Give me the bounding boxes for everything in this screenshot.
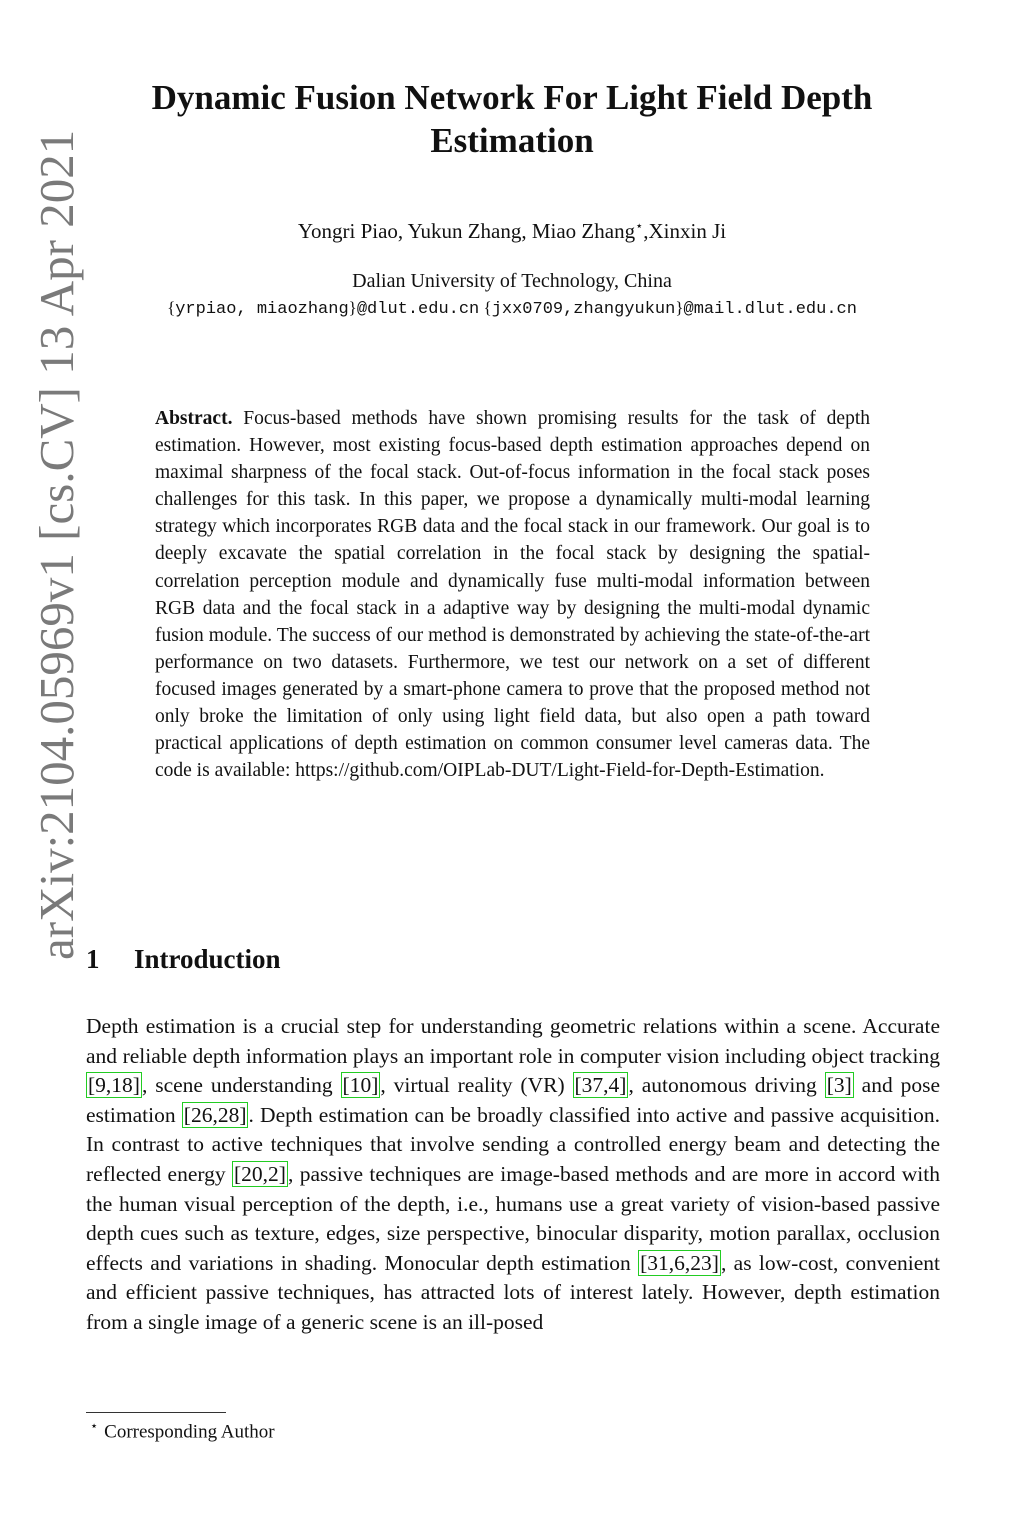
- intro-paragraph: [86, 1012, 940, 1338]
- email-group-2-names: jxx0709,zhangyukun: [491, 300, 676, 319]
- abstract-label: Abstract.: [155, 408, 233, 429]
- citation-link[interactable]: [37,4]: [574, 1073, 627, 1098]
- email-list: {yrpiao, miaozhang}@dlut.edu.cn {jxx0709,zhangyukun}@mail.dlut.edu.cn: [167, 298, 857, 319]
- affiliation: Dalian University of Technology, China: [352, 270, 672, 292]
- authors-last: ,Xinxin Ji: [643, 219, 727, 243]
- citation-link[interactable]: [3]: [826, 1073, 852, 1098]
- intro-text: , autonomous driving: [628, 1073, 825, 1098]
- footnote-divider: [86, 1412, 226, 1413]
- citation-link[interactable]: [20,2]: [234, 1161, 286, 1186]
- arxiv-stamp: arXiv:2104.05969v1 [cs.CV] 13 Apr 2021: [29, 129, 84, 960]
- abstract: [155, 405, 870, 784]
- footnote-text: Corresponding Author: [104, 1421, 275, 1443]
- intro-text: . Depth estimation can be broadly classified into active and passive acquisition. In contrast to active techniques that involve sending a controlled energy beam and detecting the reflected energy: [86, 1102, 941, 1186]
- paper-title: Dynamic Fusion Network For Light Field Depth Estimation: [151, 78, 873, 160]
- email-group-2-domain: @mail.dlut.edu.cn: [683, 300, 857, 319]
- authors-main: Yongri Piao, Yukun Zhang, Miao Zhang: [297, 219, 636, 243]
- abstract-text: Focus-based methods have shown promising results for the task of depth estimation. However, most existing focus-based depth estimation approaches depend on maximal sharpness of the focal stack. Out-of-focus information in the focal stack poses challenges for this task. In this paper, we propose a dynamically multi-modal learning strategy which incorporates RGB data and the focal stack in our framework. Our goal is to deeply excavate the spatial correlation in the focal stack by designing the spatial-correlation perception module and dynamically fuse multi-modal information between RGB data and the focal stack in a adaptive way by designing the multi-modal dynamic fusion module. The success of our method is demonstrated by achieving the state-of-the-art performance on two datasets. Furthermore, we test our network on a set of different focused images generated by a smart-phone camera to prove that the proposed method not only broke the limitation of only using light field data, but also open a path toward practical applications of depth estimation on common consumer level cameras data. The code is available: https://github.com/OIPLab-DUT/Light-Field-for-Depth-Estimation.: [155, 408, 871, 782]
- intro-text: and pose estimation: [86, 1073, 940, 1127]
- email-group-1-domain: @dlut.edu.cn: [356, 300, 480, 319]
- intro-text: , scene understanding: [141, 1073, 341, 1098]
- email-group-1-names: yrpiao, miaozhang: [175, 300, 349, 319]
- citation-link[interactable]: [31,6,23]: [640, 1250, 719, 1275]
- footnote: [90, 1418, 275, 1443]
- corresponding-author-mark: ⋆: [635, 218, 644, 233]
- intro-text: Depth estimation is a crucial step for understanding geometric relations within a scene. Accurate and reliable depth information plays an important role in computer vision including object tracking: [86, 1014, 940, 1068]
- citation-link[interactable]: [9,18]: [88, 1073, 140, 1098]
- citation-link[interactable]: [10]: [342, 1073, 379, 1098]
- author-list: [84, 218, 940, 244]
- footnote-mark: ⋆: [90, 1418, 99, 1433]
- section-heading: [86, 944, 281, 975]
- citation-link[interactable]: [26,28]: [183, 1102, 247, 1127]
- intro-text: , as low-cost, convenient and efficient passive techniques, has attracted lots of interest lately. However, depth estimation from a single image of a generic scene is an ill-posed: [86, 1250, 940, 1334]
- intro-text: , virtual reality (VR): [380, 1073, 573, 1098]
- section-number: 1: [86, 944, 100, 974]
- section-title: Introduction: [134, 944, 281, 974]
- intro-text: , passive techniques are image-based methods and are more in accord with the human visual perception of the depth, i.e., humans use a great variety of vision-based passive depth cues such as texture, edges, size perspective, binocular disparity, motion parallax, occlusion effects and variations in shading. Monocular depth estimation: [86, 1161, 940, 1275]
